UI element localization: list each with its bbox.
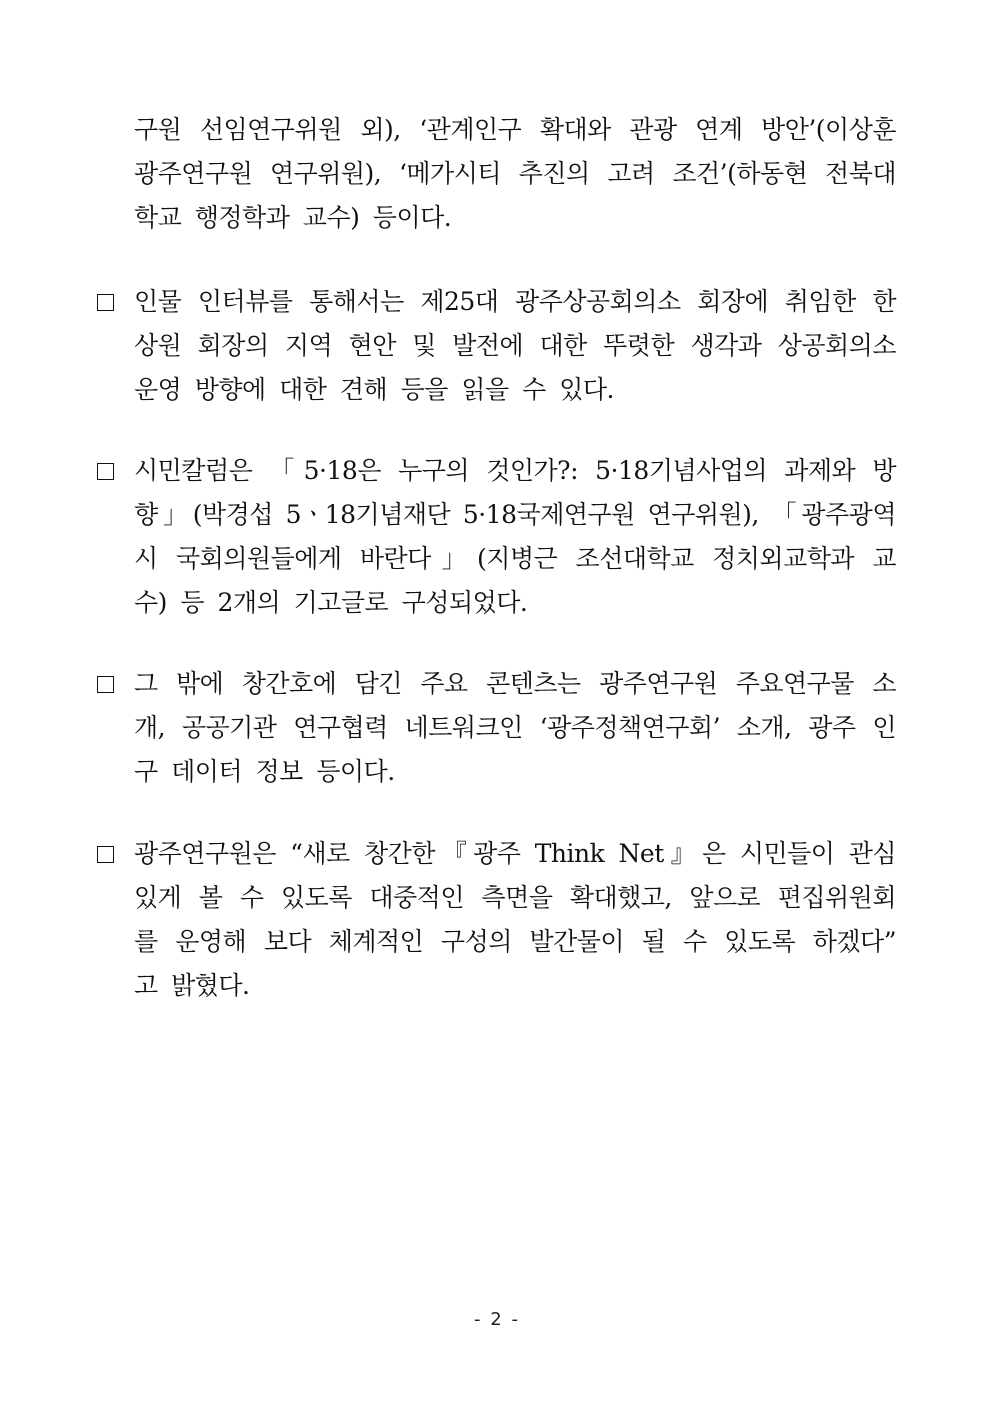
paragraph-1-line-3: 학교 행정학과 교수) 등이다. bbox=[134, 203, 452, 232]
paragraph-1-line-2: 광주연구원 연구위원), ‘메가시티 추진의 고려 조건’(하동현 전북대 bbox=[134, 159, 896, 188]
paragraph-2-line-2: 상원 회장의 지역 현안 및 발전에 대한 뚜렷한 생각과 상공회의소 bbox=[134, 331, 896, 360]
paragraph-2-line-1: 인물 인터뷰를 통해서는 제25대 광주상공회의소 회장에 취임한 한 bbox=[134, 287, 896, 316]
paragraph-5-line-4: 고 밝혔다. bbox=[134, 971, 250, 1000]
paragraph-5-line-2: 있게 볼 수 있도록 대중적인 측면을 확대했고, 앞으로 편집위원회 bbox=[134, 883, 896, 912]
paragraph-2-line-3: 운영 방향에 대한 견해 등을 읽을 수 있다. bbox=[134, 375, 614, 404]
paragraph-4-line-2: 개, 공공기관 연구협력 네트워크인 ‘광주정책연구회’ 소개, 광주 인 bbox=[134, 713, 896, 742]
paragraph-3-line-4: 수) 등 2개의 기고글로 구성되었다. bbox=[134, 588, 528, 617]
checkbox-bullet-icon bbox=[97, 676, 114, 693]
paragraph-5-line-1: 광주연구원은 “새로 창간한『광주 Think Net』은 시민들이 관심 bbox=[134, 839, 896, 868]
checkbox-bullet-icon bbox=[97, 463, 114, 480]
paragraph-3-line-3: 시 국회의원들에게 바란다」(지병근 조선대학교 정치외교학과 교 bbox=[134, 544, 896, 573]
checkbox-bullet-icon bbox=[97, 294, 114, 311]
paragraph-4-line-3: 구 데이터 정보 등이다. bbox=[134, 757, 395, 786]
paragraph-4-line-1: 그 밖에 창간호에 담긴 주요 콘텐츠는 광주연구원 주요연구물 소 bbox=[134, 669, 896, 698]
paragraph-3-line-1: 시민칼럼은 「5·18은 누구의 것인가?: 5·18기념사업의 과제와 방 bbox=[134, 456, 896, 485]
checkbox-bullet-icon bbox=[97, 846, 114, 863]
paragraph-3-line-2: 향」(박경섭 5ㆍ18기념재단 5·18국제연구원 연구위원), 「광주광역 bbox=[134, 500, 896, 529]
paragraph-1-line-1: 구원 선임연구위원 외), ‘관계인구 확대와 관광 연계 방안’(이상훈 bbox=[134, 115, 896, 144]
paragraph-5-line-3: 를 운영해 보다 체계적인 구성의 발간물이 될 수 있도록 하겠다” bbox=[134, 927, 896, 956]
page-number: - 2 - bbox=[474, 1309, 518, 1330]
